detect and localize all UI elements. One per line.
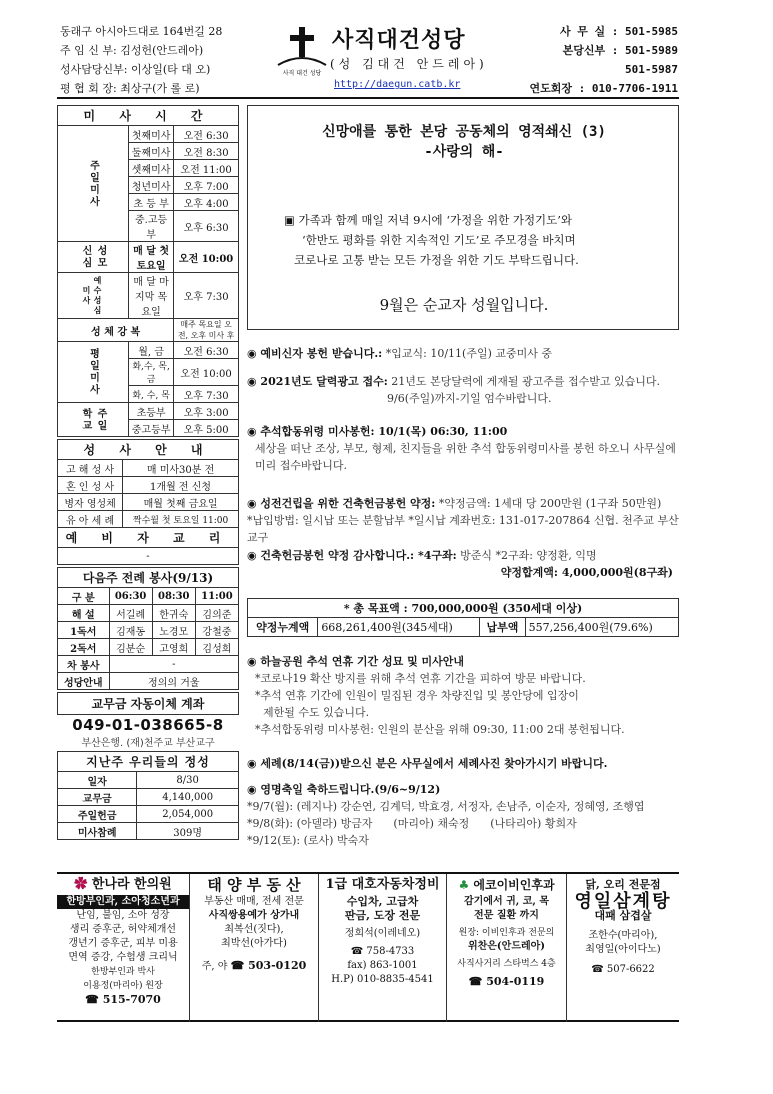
clover-icon: ♣ (458, 878, 470, 892)
school-name: 초등부 (129, 403, 174, 420)
ad-line: 최박선(아가다) (221, 938, 287, 949)
main-heading (248, 122, 680, 162)
rectory-phone-2: 501-5987 (625, 63, 678, 76)
ad-line: 사직사거리 스타벅스 4층 (457, 959, 556, 969)
item-heading: ◉ 세례(8/14(금))받으신 분은 사무실에서 세례사진 찾아가시기 바랍니다. (247, 757, 608, 770)
item-line: 미리 접수바랍니다. (255, 459, 348, 472)
ad-clinic (57, 874, 190, 1022)
council-president: 평 협 회 장: 최상구(가 롤 로) (60, 82, 200, 95)
service-person: 노경모 (152, 622, 195, 639)
mass-time: 오전 11:00 (174, 160, 239, 177)
item-text: 방준식 *2구좌: 양정환, 익명 (456, 549, 597, 562)
main-notice-box (247, 105, 679, 330)
item-heading: ◉ 성전건립을 위한 건축헌금봉헌 약정: (247, 497, 436, 510)
offering-value: 2,054,000 (137, 806, 239, 823)
sacrament-name: 병자 영성체 (58, 494, 123, 511)
school-time: 오후 5:00 (174, 420, 239, 437)
mass-time: 오후 7:00 (174, 177, 239, 194)
ad-line: 원장: 이비인후과 전문의 (458, 928, 555, 938)
mass-time: 오전 8:30 (174, 143, 239, 160)
sunday-school-label: 주일학교 (58, 403, 129, 437)
bulletin-page (57, 17, 679, 1077)
offering-value: 4,140,000 (137, 789, 239, 806)
ad-line: 조한수(마리아), (588, 930, 658, 941)
devotion-time: 오전 10:00 (174, 242, 239, 273)
mass-time: 오전 6:30 (174, 126, 239, 143)
ad-line: 정희석(이레네오) (344, 928, 421, 939)
notice-item (247, 781, 679, 849)
sacrament-name: 유 아 세 례 (58, 511, 123, 528)
item-text: *약정금액: 1세대 당 200만원 (1구좌 50만원) (435, 497, 662, 510)
mass-name: 셋째미사 (129, 160, 174, 177)
offering-title: 지난주 우리들의 정성 (58, 752, 239, 772)
mass-times-table (57, 105, 239, 437)
mass-name: 둘째미사 (129, 143, 174, 160)
service-header: 구 분 (58, 588, 110, 605)
funeral-contact: 연도회장 : 010-7706-1911 (529, 82, 678, 95)
item-heading: ◉ 하늘공원 추석 연휴 기간 성묘 및 미사안내 (247, 655, 465, 668)
item-line: 약정합계액: 4,000,000원(8구좌) (500, 566, 673, 579)
service-header: 06:30 (109, 588, 152, 605)
notice-mark: ▣ (284, 213, 295, 227)
ad-phone: ☎ 503-0120 (230, 959, 307, 972)
catechism-title: 예 비 자 교 리 (58, 528, 239, 548)
main-heading-line1: 신망애를 통한 본당 공동체의 영적쇄신 (3) (322, 124, 606, 140)
sacred-heart-time: 오후 7:30 (174, 273, 239, 319)
ad-phone: ☎ 504-0119 (468, 975, 545, 988)
ad-phone: H.P) 010-8835-4541 (331, 974, 434, 985)
ad-line: 위찬은(안드레아) (467, 941, 546, 952)
sat-mass-name: 중.고등부 (129, 211, 174, 242)
offering-name: 교무금 (58, 789, 137, 806)
ad-name (447, 878, 566, 892)
item-line: *코로나19 확산 방지를 위해 추석 연휴 기간을 피하여 방문 바랍니다. (255, 672, 586, 685)
service-role: 해 설 (58, 605, 110, 622)
offering-value: 8/30 (137, 772, 239, 789)
address: 동래구 아시아드대로 164번길 28 (60, 25, 223, 38)
header (57, 17, 679, 97)
item-line: *9/12(토): (로사) 박숙자 (247, 834, 369, 847)
ad-line: 최복선(짓다), (224, 924, 284, 935)
guide-value: 정의의 거울 (109, 673, 238, 690)
service-person: 강철중 (195, 622, 238, 639)
service-title: 다음주 전례 봉사(9/13) (58, 568, 239, 588)
left-column (57, 105, 239, 840)
service-person: 김의준 (195, 605, 238, 622)
ad-line: 주, 야 (201, 961, 228, 972)
ad-line: 대패 삼겹살 (594, 909, 652, 922)
ad-line: 난임, 불임, 소아 성장 (76, 910, 170, 921)
paid-value: 557,256,400원(79.6%) (525, 618, 678, 637)
item-heading: ◉ 2021년도 달력광고 접수: (247, 375, 388, 388)
item-line: 9/6(주일)까지-기일 엄수바랍니다. (387, 392, 552, 405)
ad-line: 감기에서 귀, 코, 목 (463, 896, 550, 907)
website-link[interactable]: http://daegun.catb.kr (334, 79, 461, 90)
sacrament-name: 고 해 성 사 (58, 460, 123, 477)
service-person: 김성희 (195, 639, 238, 656)
ad-phone: ☎ 507-6622 (591, 964, 655, 975)
rectory-phone: 본당신부 : 501-5989 (562, 44, 678, 57)
ad-phone: ☎ 515-7070 (85, 993, 161, 1006)
ad-line: 판금, 도장 전문 (344, 909, 421, 922)
item-line: *추석합동위령 미사봉헌: 인원의 분산을 위해 09:30, 11:00 2대 봉헌됩니다. (255, 723, 625, 736)
notice-item (247, 653, 679, 738)
ad-line: 갱년기 증후군, 피부 미용 (68, 938, 178, 949)
ad-line: 부동산 매매, 전세 전문 (204, 896, 304, 907)
adoration-time: 매주 목요일 오전, 오후 미사 후 (174, 319, 239, 342)
ad-name: 1급 대호자동차정비 (325, 877, 440, 892)
ad-realestate (190, 874, 319, 1022)
weekday-name: 화, 수, 목 (129, 386, 174, 403)
sat-mass-time: 오후 4:00 (174, 194, 239, 211)
sacrament-name: 혼 인 성 사 (58, 477, 123, 494)
sacred-heart-label: 예수성심미사 (58, 273, 129, 319)
ad-line: 면역 증강, 수험생 크리닉 (68, 952, 178, 963)
office-phone: 사 무 실 : 501-5985 (560, 25, 678, 38)
offering-value: 309명 (137, 823, 239, 840)
notice-item (247, 547, 679, 581)
pledge-label: 약정누계액 (248, 618, 318, 637)
item-line: *9/7(월): (레지나) 강순연, 김계덕, 박효경, 서정자, 손남주, 이순자, 정혜영, 조행엽 (247, 800, 645, 813)
item-line: *납입방법: 일시납 또는 분할납부 *일시납 계좌번호: 131-017-207864 신협. 천주교 부산교구 (247, 514, 679, 544)
ad-line: 최영일(아이다노) (585, 944, 661, 955)
ad-line: 한방부인과 박사 (91, 967, 155, 977)
adoration-label: 성 체 강 복 (58, 319, 174, 342)
pastor: 주 임 신 부: 김성헌(안드레아) (60, 44, 204, 57)
ad-name: 태 양 부 동 산 (207, 876, 301, 894)
prayer-notice (284, 210, 664, 270)
mass-name: 청년미사 (129, 177, 174, 194)
weekday-time: 오전 10:00 (174, 359, 239, 386)
paid-label: 납부액 (480, 618, 525, 637)
ad-line: 이용정(마리아) 원장 (83, 981, 163, 991)
service-person: 고영희 (152, 639, 195, 656)
ad-name-text: 에코이비인후과 (473, 878, 555, 892)
sat-mass-name: 초 등 부 (129, 194, 174, 211)
notice-line: 코로나로 고통 받는 모든 가정을 위한 기도 부탁드립니다. (294, 253, 579, 267)
sat-mass-time: 오후 6:30 (174, 211, 239, 242)
mass-times-title: 미 사 시 간 (58, 106, 239, 126)
offering-name: 미사참례 (58, 823, 137, 840)
sacred-heart-name: 매 달 마지막 목요일 (129, 273, 174, 319)
main-heading-line2: -사랑의 해- (424, 144, 504, 160)
ad-line: 사직쌍용예가 상가내 (208, 910, 300, 921)
sacrament-value: 매 미사30분 전 (123, 460, 239, 477)
service-role: 1독서 (58, 622, 110, 639)
car-service-label: 차 봉사 (58, 656, 110, 673)
goal-table (247, 598, 679, 637)
ad-line: 한방부인과, 소아청소년과 (57, 895, 189, 909)
school-time: 오후 3:00 (174, 403, 239, 420)
ad-line: 전문 질환 까지 (474, 910, 539, 921)
service-person: 김재동 (109, 622, 152, 639)
goal-title: * 총 목표액 : 700,000,000원 (350세대 이상) (248, 599, 679, 618)
item-line: *9/8(화): (아델라) 방금자 (마리아) 채숙정 (나타리아) 황희자 (247, 817, 577, 830)
guide-label: 성당안내 (58, 673, 110, 690)
ad-restaurant (567, 874, 679, 1022)
sacrament-value: 짝수월 첫 토요일 11:00 (123, 511, 239, 528)
ad-name (57, 878, 189, 892)
notice-item (247, 373, 679, 407)
ad-line: 영일삼계탕 (574, 891, 672, 912)
item-line: 세상을 떠난 조상, 부모, 형제, 친지들을 위한 추석 합동위령미사를 봉헌 하오니 사무실에 (255, 442, 676, 455)
notice-line: ‘한반도 평화를 위한 지속적인 기도’로 주모경을 바치며 (302, 233, 576, 247)
ads-strip (57, 872, 679, 1022)
notice-line: 가족과 함께 매일 저녁 9시에 ‘가정을 위한 가정기도’와 (298, 213, 573, 227)
header-divider (57, 97, 679, 99)
notice-item (247, 345, 679, 362)
service-header: 11:00 (195, 588, 238, 605)
notice-item (247, 495, 679, 546)
service-person: 서길례 (109, 605, 152, 622)
ad-name: 닭, 오리 전문점 (585, 878, 661, 891)
item-line: *추석 연휴 기간에 인원이 밀집된 경우 차량진입 및 봉안당에 입장이 (255, 689, 579, 702)
item-heading: ◉ 추석합동위령 미사봉헌: 10/1(목) 06:30, 11:00 (247, 425, 508, 438)
offering-table (57, 751, 239, 840)
item-line: 제한될 수도 있습니다. (263, 706, 370, 719)
parish-title: 사직대건성당 (332, 28, 466, 53)
weekday-name: 화,수, 목,금 (129, 359, 174, 386)
parish-info (60, 22, 270, 98)
account-title: 교무금 자동이체 계좌 (57, 692, 239, 715)
parish-title-block (272, 21, 497, 97)
weekday-mass-label: 평일미사 (58, 342, 129, 403)
ad-line: ☎ 758-4733 (350, 946, 415, 957)
ad-ent-clinic (447, 874, 567, 1022)
account-bank: 부산은행. (재)천주교 부산교구 (81, 738, 215, 749)
service-header: 08:30 (152, 588, 195, 605)
item-text: *입교식: 10/11(주일) 교중미사 중 (382, 347, 552, 360)
account-number: 049-01-038665-8 (72, 716, 224, 734)
flower-icon: ✿ (74, 877, 88, 892)
ad-auto (319, 874, 447, 1022)
pledge-value: 668,261,400원(345세대) (318, 618, 480, 637)
parish-logo (272, 25, 332, 79)
ad-line: fax) 863-1001 (347, 960, 418, 971)
item-text: 21년도 본당달력에 게재될 광고주를 접수받고 있습니다. (387, 375, 661, 388)
ad-line: 생리 증후군, 허약체개선 (69, 924, 177, 935)
sacrament-value: 매월 첫째 금요일 (123, 494, 239, 511)
devotion-name: 매 달 첫토요일 (129, 242, 174, 273)
ad-line: 수입차, 고급차 (346, 895, 419, 908)
sacraments-title: 성 사 안 내 (58, 440, 239, 460)
sunday-mass-label: 주일미사 (58, 126, 129, 242)
weekday-time: 오전 6:30 (174, 342, 239, 359)
catechism-value: - (58, 548, 239, 565)
weekday-name: 월, 금 (129, 342, 174, 359)
devotion-label: 성모신심 (58, 242, 129, 273)
sacrament-value: 1개월 전 신청 (123, 477, 239, 494)
notice-item (247, 755, 679, 772)
patron-saint: (성 김대건 안드레아) (330, 57, 488, 71)
month-notice: 9월은 순교자 성월입니다. (379, 296, 549, 314)
offering-name: 일자 (58, 772, 137, 789)
mass-name: 첫째미사 (129, 126, 174, 143)
service-role: 2독서 (58, 639, 110, 656)
service-table (57, 567, 239, 690)
logo-text: 사직 대건 성당 (282, 70, 322, 77)
offering-name: 주일헌금 (58, 806, 137, 823)
service-person: 김분순 (109, 639, 152, 656)
item-heading: ◉ 건축헌금봉헌 약정 감사합니다.: *4구좌: (247, 549, 457, 562)
ad-name-text: 한나라 한의원 (91, 877, 172, 892)
school-name: 중고등부 (129, 420, 174, 437)
contact-info (502, 22, 678, 98)
item-heading: ◉ 예비신자 봉헌 받습니다.: (247, 347, 383, 360)
notice-item (247, 423, 679, 474)
account-block (57, 692, 239, 749)
weekday-time: 오후 7:30 (174, 386, 239, 403)
sacraments-table (57, 439, 239, 565)
assistant-priest: 성사담당신부: 이상일(타 대 오) (60, 63, 211, 76)
car-service-value: - (109, 656, 238, 673)
service-person: 한귀숙 (152, 605, 195, 622)
item-heading: ◉ 영명축일 축하드립니다.(9/6~9/12) (247, 783, 441, 796)
